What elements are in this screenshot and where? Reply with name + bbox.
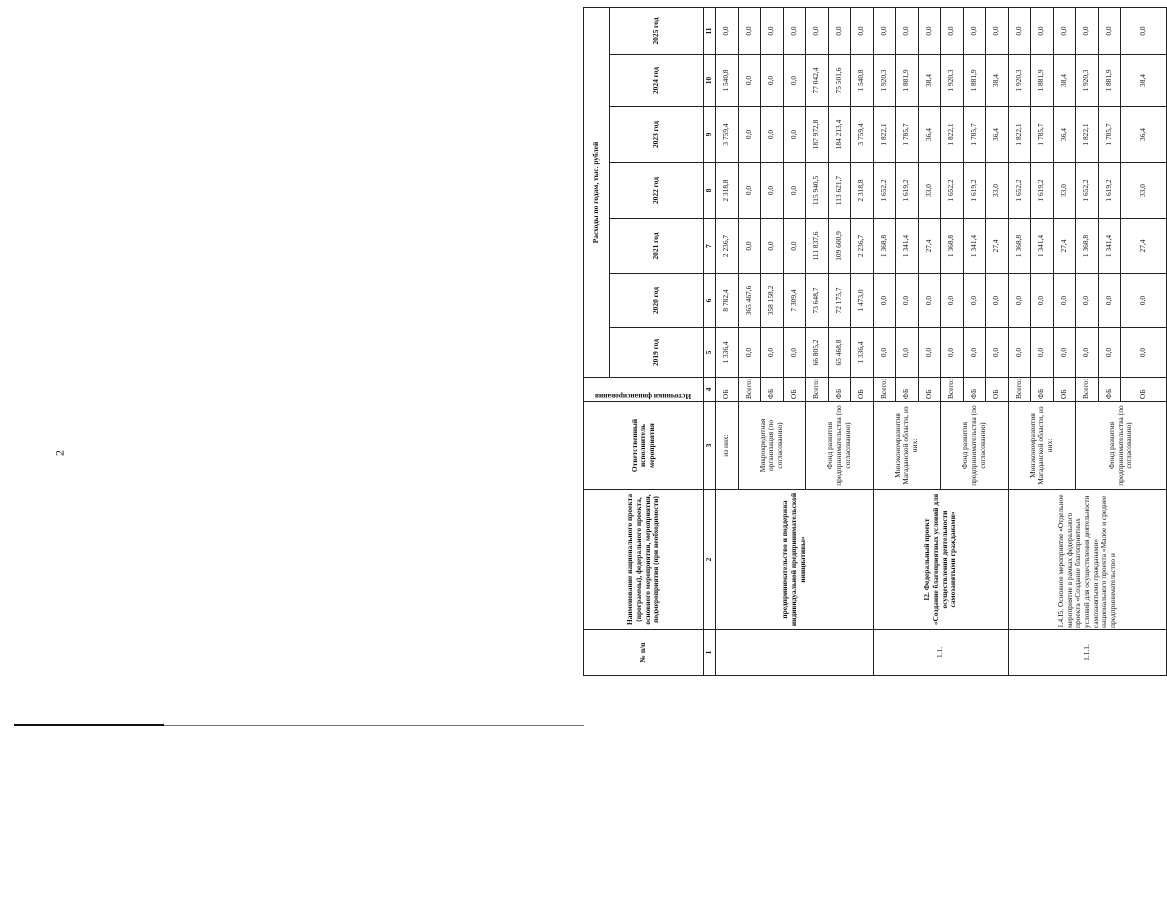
header-year: 2022 год <box>610 163 704 219</box>
value-cell: 2 236,7 <box>851 219 874 274</box>
source-cell: Всего: <box>941 378 964 402</box>
value-cell: 0,0 <box>1098 274 1121 328</box>
header-number: № п/п <box>584 630 704 676</box>
source-cell: ОБ <box>986 378 1009 402</box>
header-year: 2020 год <box>610 274 704 328</box>
header-column-number: 8 <box>704 163 716 219</box>
source-cell: ОБ <box>918 378 941 402</box>
expenses-table <box>583 7 1167 676</box>
value-cell: 1 341,4 <box>963 219 986 274</box>
header-executor: Ответственный исполнитель мероприятия <box>584 402 704 490</box>
header-year: 2023 год <box>610 107 704 163</box>
value-cell: 0,0 <box>963 328 986 378</box>
source-cell: ФБ <box>828 378 851 402</box>
source-cell: ФБ <box>896 378 919 402</box>
value-cell: 0,0 <box>918 274 941 328</box>
executor-cell: Фонд развития предпринимательства (по согласованию) <box>1076 402 1167 490</box>
value-cell: 0,0 <box>918 8 941 55</box>
value-cell: 1 341,4 <box>1098 219 1121 274</box>
value-cell: 0,0 <box>1053 8 1076 55</box>
header-column-number: 7 <box>704 219 716 274</box>
value-cell: 8 782,4 <box>716 274 739 328</box>
value-cell: 187 972,8 <box>806 107 829 163</box>
source-cell: ОБ <box>783 378 806 402</box>
main-event-name: 1.4.I5. Основное мероприятие «Отдельное мероприятие в рамках федерального проекта «Создание благоприятных условий для осуществления деятельности самозанятыми гражданами» национального проекта «Малое и среднее предпринимательство и <box>1008 490 1167 630</box>
source-cell: Всего: <box>1076 378 1099 402</box>
footer-rule-thin <box>164 725 584 726</box>
source-cell: Всего: <box>873 378 896 402</box>
value-cell: 0,0 <box>963 274 986 328</box>
value-cell: 0,0 <box>738 8 761 55</box>
value-cell: 0,0 <box>761 107 784 163</box>
federal-project-body: «Создание благоприятных условий для осуществления деятельности самозанятыми гражданами» <box>930 493 958 626</box>
value-cell: 358 158,2 <box>761 274 784 328</box>
value-cell: 0,0 <box>806 8 829 55</box>
value-cell: 113 621,7 <box>828 163 851 219</box>
value-cell: 0,0 <box>783 163 806 219</box>
value-cell: 0,0 <box>1098 328 1121 378</box>
value-cell: 1 652,2 <box>873 163 896 219</box>
source-cell: ФБ <box>1031 378 1054 402</box>
header-year: 2019 год <box>610 328 704 378</box>
value-cell: 0,0 <box>1076 8 1099 55</box>
source-cell: ФБ <box>761 378 784 402</box>
executor-cell: Микрокредитная организация (по согласованию) <box>738 402 806 490</box>
source-cell: ФБ <box>963 378 986 402</box>
source-cell: ФБ <box>1098 378 1121 402</box>
value-cell: 1 619,2 <box>1098 163 1121 219</box>
value-cell: 1 336,4 <box>716 328 739 378</box>
source-cell: Всего: <box>806 378 829 402</box>
header-year: 2024 год <box>610 55 704 107</box>
value-cell: 0,0 <box>783 219 806 274</box>
value-cell: 0,0 <box>738 163 761 219</box>
value-cell: 0,0 <box>1031 274 1054 328</box>
value-cell: 1 619,2 <box>1031 163 1054 219</box>
value-cell: 38,4 <box>986 55 1009 107</box>
value-cell: 0,0 <box>1121 274 1167 328</box>
source-cell: ОБ <box>716 378 739 402</box>
value-cell: 33,0 <box>1121 163 1167 219</box>
source-cell: Всего: <box>1008 378 1031 402</box>
value-cell: 1 881,9 <box>1098 55 1121 107</box>
source-cell: Всего: <box>738 378 761 402</box>
header-column-number: 11 <box>704 8 716 55</box>
value-cell: 1 822,1 <box>873 107 896 163</box>
value-cell: 0,0 <box>873 8 896 55</box>
value-cell: 0,0 <box>851 8 874 55</box>
value-cell: 0,0 <box>1053 328 1076 378</box>
value-cell: 27,4 <box>1053 219 1076 274</box>
header-source: Источники финансирования <box>584 378 704 402</box>
header-column-number: 5 <box>704 328 716 378</box>
value-cell: 1 540,8 <box>851 55 874 107</box>
value-cell: 1 881,9 <box>896 55 919 107</box>
header-name: Наименование национального проекта (программы), федерального проекта, основного мероприятия, мероприятия, подмероприятия (при необходимости) <box>584 490 704 630</box>
value-cell: 1 619,2 <box>896 163 919 219</box>
value-cell: 66 805,2 <box>806 328 829 378</box>
value-cell: 1 540,8 <box>716 55 739 107</box>
value-cell: 38,4 <box>1053 55 1076 107</box>
value-cell: 73 648,7 <box>806 274 829 328</box>
value-cell: 0,0 <box>986 274 1009 328</box>
value-cell: 1 473,0 <box>851 274 874 328</box>
value-cell: 0,0 <box>738 107 761 163</box>
value-cell: 36,4 <box>986 107 1009 163</box>
source-cell: ОБ <box>1053 378 1076 402</box>
value-cell: 1 881,9 <box>963 55 986 107</box>
value-cell: 0,0 <box>1008 8 1031 55</box>
value-cell: 1 881,9 <box>1031 55 1054 107</box>
value-cell: 0,0 <box>761 55 784 107</box>
value-cell: 1 341,4 <box>1031 219 1054 274</box>
value-cell: 38,4 <box>1121 55 1167 107</box>
rotated-table-wrapper <box>583 8 1148 676</box>
header-column-number: 3 <box>704 402 716 490</box>
value-cell: 0,0 <box>1053 274 1076 328</box>
value-cell: 33,0 <box>918 163 941 219</box>
value-cell: 1 652,2 <box>1076 163 1099 219</box>
row-number: 1.1. <box>873 630 1008 676</box>
value-cell: 0,0 <box>896 328 919 378</box>
federal-project-title: I2. Федеральный проект <box>922 518 932 601</box>
value-cell: 72 175,7 <box>828 274 851 328</box>
value-cell: 0,0 <box>873 328 896 378</box>
value-cell: 0,0 <box>761 219 784 274</box>
value-cell: 115 940,5 <box>806 163 829 219</box>
header-column-number: 9 <box>704 107 716 163</box>
value-cell: 1 920,3 <box>1008 55 1031 107</box>
value-cell: 36,4 <box>1053 107 1076 163</box>
value-cell: 7 309,4 <box>783 274 806 328</box>
value-cell: 1 652,2 <box>941 163 964 219</box>
value-cell: 0,0 <box>783 328 806 378</box>
value-cell: 0,0 <box>986 8 1009 55</box>
page-number: 2 <box>52 450 67 456</box>
value-cell: 0,0 <box>941 274 964 328</box>
value-cell: 0,0 <box>761 328 784 378</box>
value-cell: 184 213,4 <box>828 107 851 163</box>
value-cell: 111 837,6 <box>806 219 829 274</box>
value-cell: 1 336,4 <box>851 328 874 378</box>
source-cell: ОБ <box>1121 378 1167 402</box>
value-cell: 365 467,6 <box>738 274 761 328</box>
header-expenses: Расходы по годам, тыс. рублей <box>584 8 610 378</box>
value-cell: 0,0 <box>896 8 919 55</box>
value-cell: 1 341,4 <box>896 219 919 274</box>
value-cell: 0,0 <box>1031 328 1054 378</box>
value-cell: 0,0 <box>896 274 919 328</box>
value-cell: 65 468,8 <box>828 328 851 378</box>
value-cell: 3 759,4 <box>716 107 739 163</box>
value-cell: 33,0 <box>986 163 1009 219</box>
value-cell: 0,0 <box>1076 274 1099 328</box>
value-cell: 0,0 <box>963 8 986 55</box>
value-cell: 1 368,8 <box>873 219 896 274</box>
value-cell: 109 600,9 <box>828 219 851 274</box>
header-year: 2021 год <box>610 219 704 274</box>
value-cell: 1 368,8 <box>1008 219 1031 274</box>
value-cell: 0,0 <box>828 8 851 55</box>
value-cell: 2 318,8 <box>716 163 739 219</box>
value-cell: 0,0 <box>1121 328 1167 378</box>
value-cell: 1 920,3 <box>873 55 896 107</box>
value-cell: 1 920,3 <box>941 55 964 107</box>
value-cell: 0,0 <box>873 274 896 328</box>
value-cell: 27,4 <box>1121 219 1167 274</box>
value-cell: 0,0 <box>716 8 739 55</box>
executor-cell: Минэкономразвития Магаданской области, из них: <box>1008 402 1076 490</box>
value-cell: 2 236,7 <box>716 219 739 274</box>
value-cell: 0,0 <box>761 8 784 55</box>
value-cell: 1 368,8 <box>941 219 964 274</box>
header-year: 2025 год <box>610 8 704 55</box>
value-cell: 27,4 <box>918 219 941 274</box>
value-cell: 36,4 <box>1121 107 1167 163</box>
executor-cell: из них: <box>716 402 739 490</box>
value-cell: 1 785,7 <box>1031 107 1054 163</box>
table-row <box>873 8 896 676</box>
header-column-number: 2 <box>704 490 716 630</box>
value-cell: 0,0 <box>1121 8 1167 55</box>
value-cell: 0,0 <box>986 328 1009 378</box>
value-cell: 1 619,2 <box>963 163 986 219</box>
value-cell: 2 318,8 <box>851 163 874 219</box>
value-cell: 0,0 <box>783 8 806 55</box>
value-cell: 1 652,2 <box>1008 163 1031 219</box>
row-number: 1.1.1. <box>1008 630 1167 676</box>
header-column-number: 6 <box>704 274 716 328</box>
value-cell: 1 785,7 <box>896 107 919 163</box>
value-cell: 75 501,6 <box>828 55 851 107</box>
value-cell: 0,0 <box>738 328 761 378</box>
value-cell: 3 759,4 <box>851 107 874 163</box>
value-cell: 0,0 <box>783 55 806 107</box>
value-cell: 0,0 <box>941 328 964 378</box>
value-cell: 0,0 <box>941 8 964 55</box>
value-cell: 1 785,7 <box>963 107 986 163</box>
table-row <box>1008 8 1031 676</box>
value-cell: 1 920,3 <box>1076 55 1099 107</box>
value-cell: 0,0 <box>1098 8 1121 55</box>
source-cell: ОБ <box>851 378 874 402</box>
executor-cell: Фонд развития предпринимательства (по согласованию) <box>941 402 1009 490</box>
executor-cell: Минэкономразвития Магаданской области, из них: <box>873 402 941 490</box>
value-cell: 0,0 <box>1076 328 1099 378</box>
value-cell: 38,4 <box>918 55 941 107</box>
federal-project-name <box>873 490 1008 630</box>
executor-cell: Фонд развития предпринимательства (по согласованию) <box>806 402 874 490</box>
table-row <box>716 8 739 676</box>
value-cell: 0,0 <box>918 328 941 378</box>
value-cell: 1 822,1 <box>941 107 964 163</box>
value-cell: 27,4 <box>986 219 1009 274</box>
value-cell: 0,0 <box>738 55 761 107</box>
value-cell: 0,0 <box>1008 274 1031 328</box>
row-number <box>716 630 874 676</box>
value-cell: 77 042,4 <box>806 55 829 107</box>
footer-rule-thick <box>14 724 164 726</box>
value-cell: 1 822,1 <box>1076 107 1099 163</box>
header-column-number: 1 <box>704 630 716 676</box>
value-cell: 33,0 <box>1053 163 1076 219</box>
value-cell: 0,0 <box>783 107 806 163</box>
program-name: предпринимательство и поддержка индивидуальной предпринимательской инициативы» <box>716 490 874 630</box>
value-cell: 0,0 <box>761 163 784 219</box>
header-column-number: 10 <box>704 55 716 107</box>
value-cell: 1 785,7 <box>1098 107 1121 163</box>
value-cell: 36,4 <box>918 107 941 163</box>
value-cell: 1 822,1 <box>1008 107 1031 163</box>
header-column-number: 4 <box>704 378 716 402</box>
value-cell: 1 368,8 <box>1076 219 1099 274</box>
value-cell: 0,0 <box>738 219 761 274</box>
value-cell: 0,0 <box>1008 328 1031 378</box>
value-cell: 0,0 <box>1031 8 1054 55</box>
